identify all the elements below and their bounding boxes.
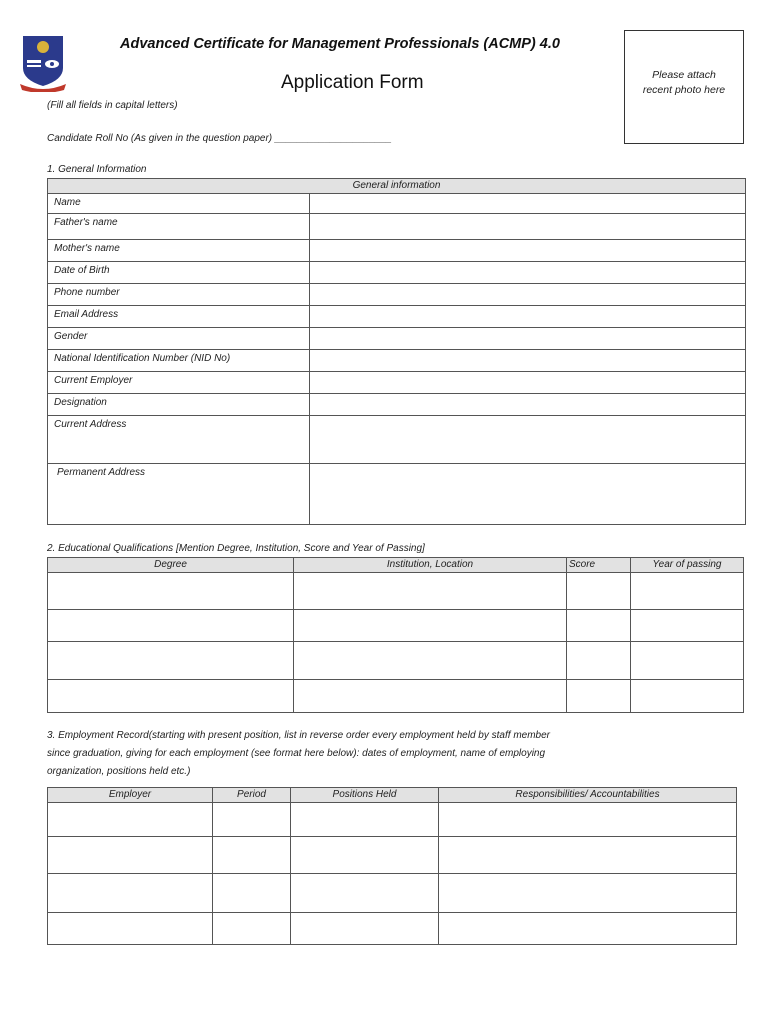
cell-input[interactable] (567, 642, 631, 680)
cell-input[interactable] (567, 610, 631, 642)
cell-input[interactable] (631, 680, 744, 713)
education-table (47, 557, 744, 713)
input-nid[interactable] (310, 350, 746, 372)
university-logo-icon (20, 34, 66, 92)
cell-input[interactable] (48, 680, 294, 713)
col-score: Score (567, 558, 631, 573)
section1-heading: 1. General Information (47, 164, 147, 175)
cell-input[interactable] (48, 642, 294, 680)
cell-input[interactable] (294, 573, 567, 610)
cell-input[interactable] (291, 913, 439, 945)
cell-input[interactable] (48, 610, 294, 642)
input-mothers-name[interactable] (310, 240, 746, 262)
cell-input[interactable] (567, 573, 631, 610)
row-label-email: Email Address (48, 306, 310, 328)
section3-heading (47, 727, 550, 781)
section2-heading: 2. Educational Qualifications [Mention Degree, Institution, Score and Year of Passing] (47, 543, 425, 554)
row-label-phone: Phone number (48, 284, 310, 306)
cell-input[interactable] (213, 803, 291, 837)
cell-input[interactable] (291, 874, 439, 913)
instruction-text: (Fill all fields in capital letters) (47, 100, 178, 111)
input-fathers-name[interactable] (310, 214, 746, 240)
col-employer: Employer (48, 788, 213, 803)
form-subtitle: Application Form (281, 72, 424, 93)
general-info-table (47, 178, 746, 525)
general-info-header: General information (48, 179, 746, 194)
cell-input[interactable] (48, 803, 213, 837)
col-degree: Degree (48, 558, 294, 573)
cell-input[interactable] (294, 642, 567, 680)
cell-input[interactable] (439, 874, 737, 913)
input-current-employer[interactable] (310, 372, 746, 394)
row-label-nid: National Identification Number (NID No) (48, 350, 310, 372)
input-permanent-address[interactable] (310, 464, 746, 525)
roll-no-field[interactable]: Candidate Roll No (As given in the question paper) _____________________ (47, 133, 392, 144)
row-label-current-employer: Current Employer (48, 372, 310, 394)
section3-heading-line3: organization, positions held etc.) (47, 766, 191, 777)
table-row (48, 642, 744, 680)
table-row (48, 680, 744, 713)
cell-input[interactable] (291, 837, 439, 874)
employment-table (47, 787, 737, 945)
cell-input[interactable] (439, 803, 737, 837)
cell-input[interactable] (631, 573, 744, 610)
cell-input[interactable] (631, 642, 744, 680)
cell-input[interactable] (291, 803, 439, 837)
cell-input[interactable] (294, 610, 567, 642)
form-title: Advanced Certificate for Management Professionals (ACMP) 4.0 (120, 36, 560, 52)
input-designation[interactable] (310, 394, 746, 416)
section3-heading-line2: since graduation, giving for each employment (see format here below): dates of employment, name of employing (47, 748, 546, 759)
cell-input[interactable] (48, 913, 213, 945)
cell-input[interactable] (48, 837, 213, 874)
input-gender[interactable] (310, 328, 746, 350)
col-positions: Positions Held (291, 788, 439, 803)
table-row (48, 803, 737, 837)
cell-input[interactable] (439, 913, 737, 945)
table-row (48, 610, 744, 642)
cell-input[interactable] (631, 610, 744, 642)
table-row (48, 837, 737, 874)
section3-heading-line1: 3. Employment Record(starting with present position, list in reverse order every employment held by staff member (47, 730, 550, 741)
col-institution: Institution, Location (294, 558, 567, 573)
table-row (48, 913, 737, 945)
row-label-dob: Date of Birth (48, 262, 310, 284)
cell-input[interactable] (48, 874, 213, 913)
row-label-current-address: Current Address (48, 416, 310, 464)
cell-input[interactable] (213, 874, 291, 913)
input-phone[interactable] (310, 284, 746, 306)
photo-box-line1: Please attach (652, 69, 716, 81)
col-period: Period (213, 788, 291, 803)
cell-input[interactable] (48, 573, 294, 610)
cell-input[interactable] (439, 837, 737, 874)
input-current-address[interactable] (310, 416, 746, 464)
cell-input[interactable] (567, 680, 631, 713)
row-label-fathers-name: Father's name (48, 214, 310, 240)
cell-input[interactable] (213, 837, 291, 874)
table-row (48, 874, 737, 913)
photo-box-line2: recent photo here (642, 84, 726, 96)
input-name[interactable] (310, 194, 746, 214)
cell-input[interactable] (213, 913, 291, 945)
col-year: Year of passing (631, 558, 744, 573)
table-row (48, 573, 744, 610)
row-label-mothers-name: Mother's name (48, 240, 310, 262)
col-responsibilities: Responsibilities/ Accountabilities (439, 788, 737, 803)
row-label-gender: Gender (48, 328, 310, 350)
photo-box[interactable] (624, 30, 744, 144)
input-email[interactable] (310, 306, 746, 328)
row-label-designation: Designation (48, 394, 310, 416)
row-label-permanent-address: Permanent Address (48, 464, 310, 525)
input-dob[interactable] (310, 262, 746, 284)
cell-input[interactable] (294, 680, 567, 713)
row-label-name: Name (48, 194, 310, 214)
